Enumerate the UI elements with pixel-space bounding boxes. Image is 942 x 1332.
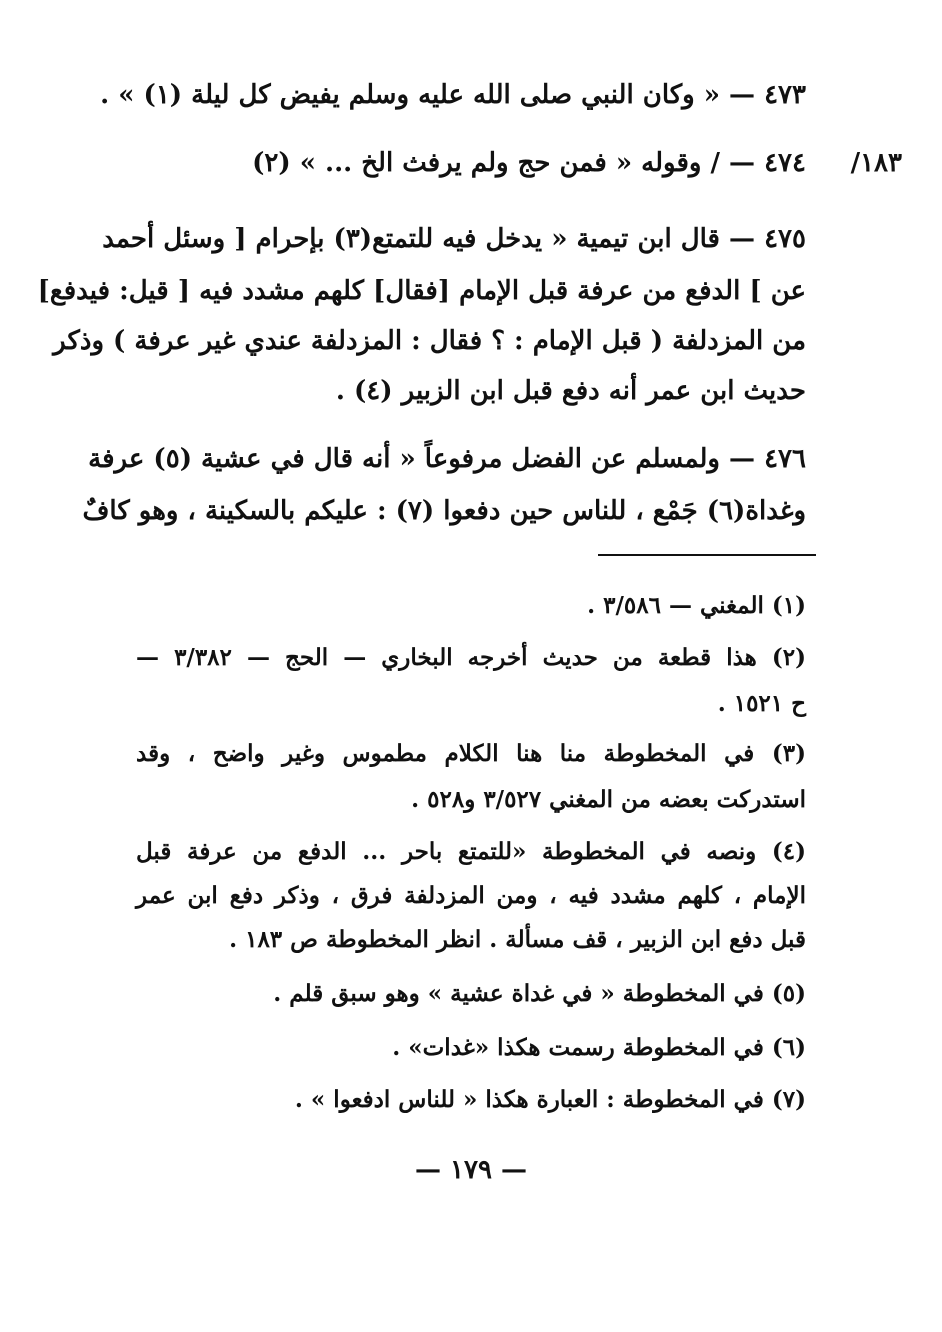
footnote-4-line-2: الإمام ، كلهم مشدد فيه ، ومن المزدلفة فرق ، وذكر دفع ابن عمر	[136, 882, 806, 909]
footnote-2-line-2: ح ١٥٢١ .	[717, 690, 806, 717]
entry-474: ٤٧٤ — / وقوله « فمن حج ولم يرفث الخ ... » (٢)	[252, 148, 806, 178]
footnote-3-line-2: استدركت بعضه من المغني ٣/٥٢٧ و٥٢٨ .	[411, 786, 806, 813]
footnote-2-line-1: (٢) هذا قطعة من حديث أخرجه البخاري — الحج — ٣/٣٨٢ —	[136, 644, 806, 671]
entry-475-line-1: ٤٧٥ — قال ابن تيمية « يدخل فيه للتمتع(٣) بإحرام [ وسئل أحمد	[102, 224, 806, 254]
footnote-1: (١) المغني — ٣/٥٨٦ .	[587, 592, 806, 619]
entry-475-line-2: عن ] الدفع من عرفة قبل الإمام [فقال] كلهم مشدد فيه [ قيل: فيدفع]	[37, 276, 806, 306]
footnote-4-line-3: قبل دفع ابن الزبير ، قف مسألة . انظر المخطوطة ص ١٨٣ .	[229, 926, 806, 953]
entry-475-line-4: حديث ابن عمر أنه دفع قبل ابن الزبير (٤) .	[335, 376, 806, 406]
footnote-4-line-1: (٤) ونصه في المخطوطة «للتمتع باحر ... الدفع من عرفة قبل	[136, 838, 806, 865]
entry-476-line-2: وغداة(٦) جَمْع ، للناس حين دفعوا (٧) : عليكم بالسكينة ، وهو كافٌ	[82, 496, 806, 526]
footnote-6: (٦) في المخطوطة رسمت هكذا «غدات» .	[392, 1034, 806, 1061]
entry-476-line-1: ٤٧٦ — ولمسلم عن الفضل مرفوعاً « أنه قال في عشية (٥) عرفة	[88, 444, 806, 474]
manuscript-folio-reference: ١٨٣/	[850, 148, 902, 178]
footnote-divider	[598, 554, 816, 556]
page-number: — ١٧٩ —	[414, 1155, 528, 1185]
footnote-5: (٥) في المخطوطة « في غداة عشية » وهو سبق قلم .	[273, 980, 806, 1007]
footnote-7: (٧) في المخطوطة : العبارة هكذا « للناس ادفعوا » .	[294, 1086, 806, 1113]
footnote-3-line-1: (٣) في المخطوطة منا هنا الكلام مطموس وغير واضح ، وقد	[136, 740, 806, 767]
entry-475-line-3: من المزدلفة ( قبل الإمام : ؟ فقال : المزدلفة عندي غير عرفة ) وذكر	[53, 326, 806, 356]
entry-473: ٤٧٣ — « وكان النبي صلى الله عليه وسلم يفيض كل ليلة (١) » .	[100, 80, 806, 110]
